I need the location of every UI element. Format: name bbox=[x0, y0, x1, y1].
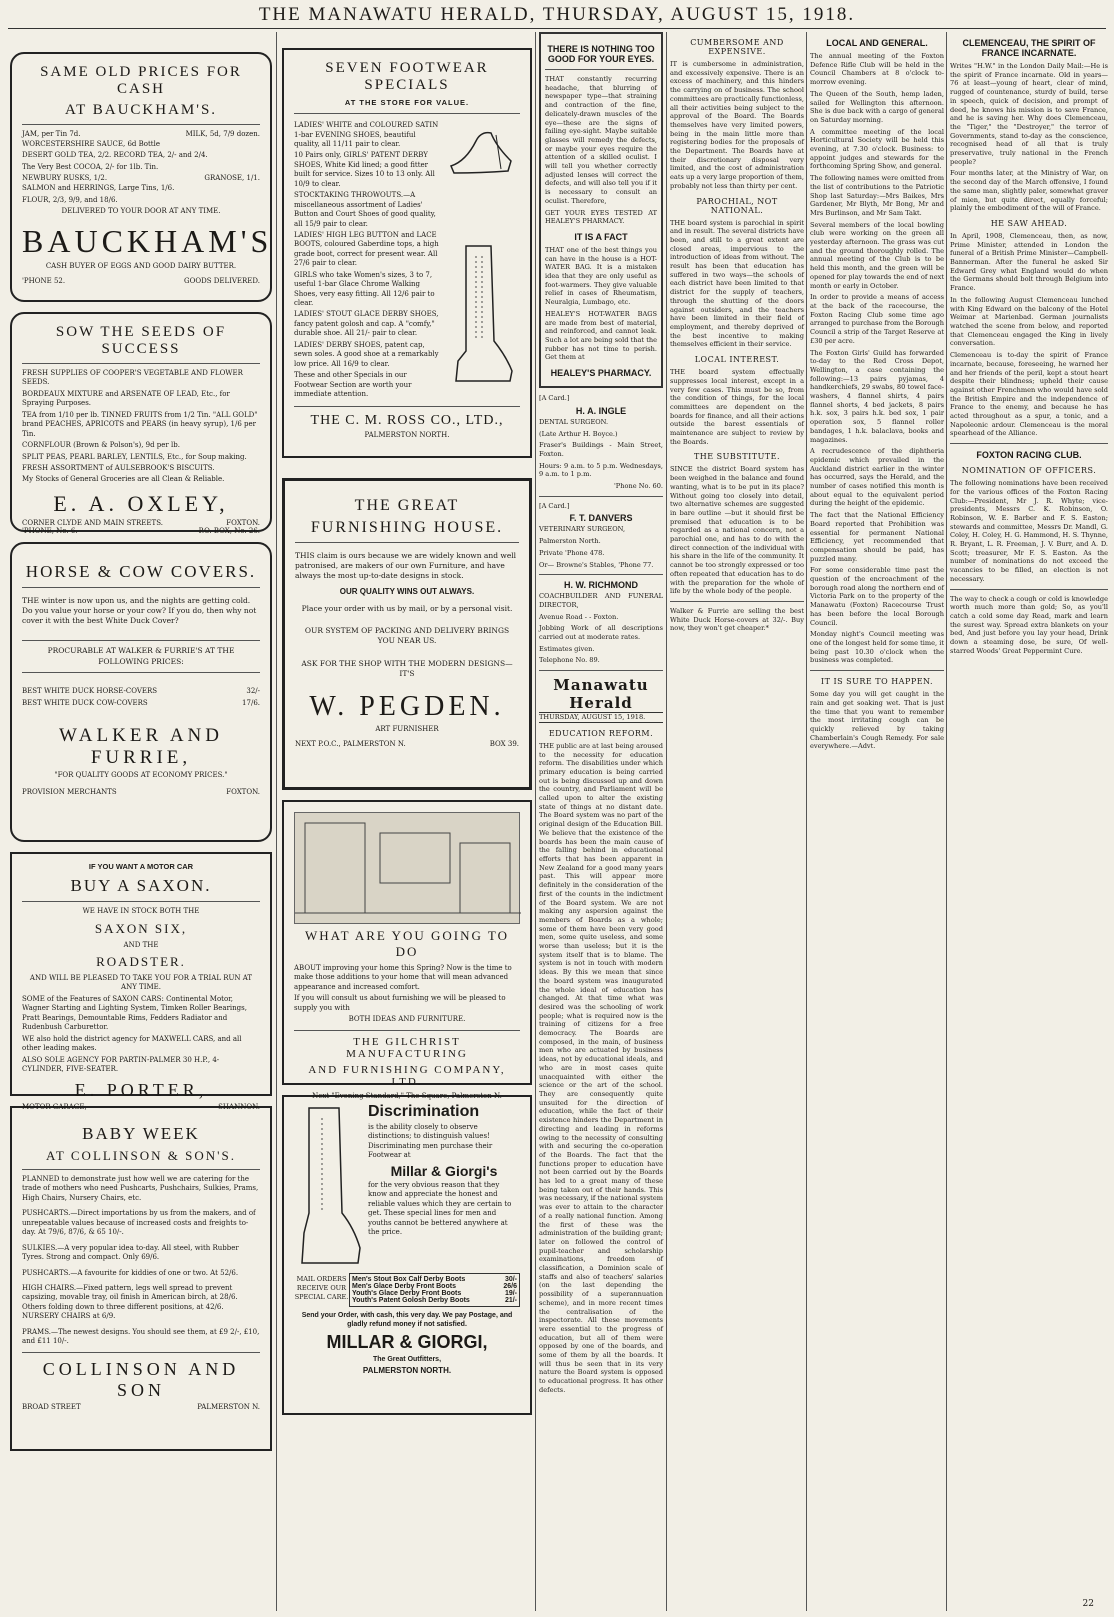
ross-item: STOCKTAKING THROWOUTS.—A miscellaneous assortment of Ladies' Button and Court Shoes of good quality, all 15/9 pair to clear. bbox=[294, 191, 436, 228]
pegden-title: THE GREAT bbox=[354, 497, 460, 514]
pegden-quality: OUR QUALITY WINS OUT ALWAYS. bbox=[339, 587, 475, 597]
clemenceau-para: Writes "H.W." in the London Daily Mail:—He is the spirit of France incarnate. Old in years—76 at least—young of heart, clear of mind, rugged of countenance, sturdy of build, terse in speech, quick of decision, and prompt of deed, he knows his mission is to save France, and he is saving her. Why does Clemenceau, the "Tiger," the "Destroyer," the terror of Governments, stand to-day as the conscience, recognised head of all that is truly preservative, truly national in the French people? bbox=[950, 62, 1108, 166]
local-para: In order to provide a means of access at the back of the racecourse, the Foxton Racing Club some time ago arranged to purchase from the Borough Council a strip of the Target Reserve at £30 per acre. bbox=[810, 293, 944, 345]
gilchrist-title: WHAT ARE YOU GOING TO DO bbox=[304, 928, 510, 959]
cold-verse: The way to check a cough or cold is knowledge worth much more than gold; So, as you'll catch a cold some day Read, mark and learn the surest way. Spread extra blankets on your bed, And just before you lay your head, Drink down a steaming dose, be sure, Of well-starred Woods' Great Peppermint Cure. bbox=[950, 594, 1108, 655]
gilchrist-name-2: AND FURNISHING COMPANY, LTD. bbox=[308, 1063, 506, 1088]
collinson-item: SULKIES.—A very popular idea to-day. All steel, with Rubber Tyres. Strong and compact. Only 69/6. bbox=[22, 1243, 239, 1262]
column-divider bbox=[806, 32, 807, 1611]
millar-top bbox=[294, 1103, 520, 1273]
walker-intro: THE winter is now upon us, and the nights are getting cold. Do you value your horse or your cow? If you do, then why not cover it with the best White Duck Cover? bbox=[22, 596, 257, 626]
page-number: 22 bbox=[1082, 1599, 1094, 1609]
divider bbox=[22, 1352, 260, 1353]
ross-item: LADIES' WHITE and COLOURED SATIN 1-bar EVENING SHOES, beautiful quality, all 11/11 pair to clear. bbox=[294, 121, 439, 148]
delivered-line: DELIVERED TO YOUR DOOR AT ANY TIME. bbox=[61, 207, 221, 216]
porter-agency: WE also hold the district agency for MAXWELL CARS, and all other leading makes. bbox=[22, 1034, 242, 1053]
divider bbox=[295, 542, 519, 543]
price-line: SALMON and HERRINGS, Large Tins, 1/6. bbox=[22, 184, 175, 193]
pegden-subtitle: FURNISHING HOUSE. bbox=[310, 519, 504, 536]
pegden-ad bbox=[282, 478, 532, 790]
divider bbox=[22, 1169, 260, 1170]
divider bbox=[950, 443, 1108, 444]
interior-illustration bbox=[294, 812, 520, 924]
ross-item: GIRLS who take Women's sizes, 3 to 7, useful 1-bar Glace Chrome Walking Shoes, very easy fitting. All 12/6 pair to clear. bbox=[294, 270, 435, 307]
pegden-p1: THIS claim is ours because we are widely known and well patronised, are makers of our own Furniture, and have always the most up-to-date designs in stock. bbox=[295, 551, 517, 581]
healey-ad bbox=[539, 32, 663, 388]
divider bbox=[539, 574, 663, 575]
happen-heading: IT IS SURE TO HAPPEN. bbox=[820, 677, 934, 687]
ross-item: 10 Pairs only, GIRLS' PATENT DERBY SHOES, White Kid lined; a good fitter built for service. Sizes 10 to 13 only. All 10/9 to clear. bbox=[294, 151, 435, 188]
oxley-line: CORNFLOUR (Brown & Polson's), 9d per lb. bbox=[22, 441, 180, 450]
oxley-line: FRESH SUPPLIES OF COOPER'S VEGETABLE AND FLOWER SEEDS. bbox=[22, 369, 243, 387]
collinson-subtitle: AT COLLINSON & SON'S. bbox=[45, 1148, 236, 1163]
millar-tag: The Great Outfitters, bbox=[372, 1355, 442, 1363]
price-line: NEWBURY RUSKS, 1/2. GRANOSE, 1/1. bbox=[22, 174, 260, 183]
ross-town: PALMERSTON NORTH. bbox=[364, 431, 450, 440]
bauckham-name: BAUCKHAM'S bbox=[22, 222, 273, 259]
walker-furrie-ad bbox=[10, 542, 272, 842]
buyer-line: CASH BUYER OF EGGS AND GOOD DAIRY BUTTER. bbox=[45, 261, 237, 270]
divider bbox=[950, 589, 1108, 590]
section-body: SINCE the district Board system has been weighed in the balance and found wanting, what is to be put in its place? Without going too closely into detail, two alternative schemes are suggested in bare outline —but it should first be premised that education is to be regarded as a national concern, not a parochial one, and has to do with the direct connection of the individual with his share in the life of the community. It cannot be too strongly expressed or too often repeated that education has to do with the preparation for the whole of life by the whole body of the people. bbox=[670, 465, 804, 596]
divider bbox=[22, 124, 260, 125]
collinson-item: HIGH CHAIRS.—Fixed pattern, legs well spread to prevent capsizing, movable tray, oil finish in American birch, at 28/6. Others folding down to three different positions, at 42/6. NURSERY CHAIRS at 6/9. bbox=[22, 1283, 238, 1321]
contact-line: 'PHONE 52. GOODS DELIVERED. bbox=[22, 277, 260, 286]
oxley-name: E. A. OXLEY, bbox=[53, 490, 229, 516]
racing-subheading: NOMINATION OF OFFICERS. bbox=[961, 466, 1097, 476]
local-para: For some considerable time past the question of the encroachment of the borough road along the northern end of Victoria Park on to the property of the Manawatu (Foxton) Racecourse Trust has been before the local Borough Council. bbox=[810, 566, 944, 627]
divider bbox=[294, 113, 520, 114]
clemenceau-para: In April, 1908, Clemenceau, then, as now, Prime Minister, attended in London the funeral of a British Prime Minister—Campbell-Bannerman. After the funeral he asked Sir Edward Grey what England would do when the Germans should bolt through Belgium into France. bbox=[950, 231, 1108, 293]
pegden-p4: ASK FOR THE SHOP WITH THE MODERN DESIGNS—IT'S bbox=[301, 658, 513, 678]
middle-ads-column bbox=[282, 32, 532, 1425]
collinson-intro: PLANNED to demonstrate just how well we are catering for the trade of mothers who need Pushcarts, Pushchairs, Sulkies, Prams, High Chairs, Nursery Chairs, etc. bbox=[22, 1175, 259, 1202]
left-ads-column bbox=[10, 32, 272, 1461]
herald-nameplate: Manawatu Herald bbox=[553, 676, 649, 713]
column-divider bbox=[666, 32, 667, 1611]
oxley-line: My Stocks of General Groceries are all Clean & Reliable. bbox=[22, 475, 225, 484]
divider bbox=[545, 69, 657, 70]
collinson-name: COLLINSON AND SON bbox=[42, 1358, 240, 1400]
pegden-name: W. PEGDEN. bbox=[309, 690, 505, 722]
walker-procurable: PROCURABLE AT WALKER & FURRIE'S AT THE FOLLOWING PRICES: bbox=[47, 646, 235, 666]
local-para: Some day you will get caught in the rain and get soaking wet. That is just the time that you want to remember the most irritating cough can be quickly relieved by taking Chamberlain's Cough Remedy. For sale everywhere.—Advt. bbox=[810, 690, 944, 751]
column-divider bbox=[276, 32, 277, 1611]
leader-heading: EDUCATION REFORM. bbox=[548, 728, 654, 738]
column-divider bbox=[535, 32, 536, 1611]
healey-p3: THAT one of the best things you can have in the house is a HOT-WATER BAG. It is a mistaken idea that they are only useful as foot-warmers. They give valuable relief in cases of Rheumatism, Neuralgia, Lumbago, etc. bbox=[545, 245, 657, 307]
walker-name: WALKER AND FURRIE, bbox=[58, 724, 224, 768]
garage-line: MOTOR GARAGE, SHANNON. bbox=[22, 1103, 260, 1112]
porter-palmer: ALSO SOLE AGENCY FOR PARTIN-PALMER 30 H.P., 4-CYLINDER, FIVE-SEATER. bbox=[22, 1055, 220, 1073]
ross-item: LADIES' DERBY SHOES, patent cap, sewn soles. A good shoe at a remarkably low price. All 16/9 to clear. bbox=[294, 340, 439, 368]
gilchrist-p1: ABOUT improving your home this Spring? Now is the time to make those additions to your home that will mean advanced appearance and increased comfort. bbox=[294, 964, 512, 991]
millar-text bbox=[364, 1103, 520, 1273]
section-heading: PAROCHIAL, NOT NATIONAL. bbox=[696, 196, 778, 215]
price-line: WORCESTERSHIRE SAUCE, 6d Bottle bbox=[22, 140, 160, 148]
divider bbox=[670, 601, 804, 602]
section-body: THE board system effectually suppresses local interest, except in a very few cases. This must be so, from the condition of things, for the local committees are dependent on the boards for finance, and all their actions outside the barest essentials of maintenance are subject to review by the Boards. bbox=[670, 368, 804, 446]
ross-body bbox=[294, 119, 520, 401]
ross-items bbox=[294, 119, 441, 401]
clemenceau-para: Clemenceau is to-day the spirit of France incarnate, because, foreseeing, he warned her and her friends of the peril, kept a stout heart despite their blindness; upheld their cause against other Frenchmen who would have sold the British Empire and the independence of France to the enemy, and because he has acted throughout as a spur, a tonic, and a Napoleonic ardour. Clemenceau is the moral spearhead of the Alliance. bbox=[950, 351, 1108, 438]
collinson-item: PRAMS.—The newest designs. You should see them, at £9 2/-, £10, and £11 10/-. bbox=[22, 1327, 260, 1346]
millar-town: PALMERSTON NORTH. bbox=[362, 1366, 452, 1376]
local-para: Several members of the local bowling club were working on the green all yesterday afternoon. The grass was cut and the ground thoroughly rolled. The annual meeting of the Club is to be held this month, and the green will be opened for play towards the end of next month or early in October. bbox=[810, 220, 944, 290]
address-line: BROAD STREET PALMERSTON N. bbox=[22, 1402, 260, 1411]
divider bbox=[539, 496, 663, 497]
divider bbox=[22, 363, 260, 364]
porter-name: E. PORTER, bbox=[74, 1080, 208, 1101]
clemenceau-subheading: HE SAW AHEAD. bbox=[990, 218, 1068, 228]
column-b bbox=[670, 32, 804, 636]
gilchrist-p3: BOTH IDEAS AND FURNITURE. bbox=[348, 1015, 466, 1024]
section-body: THE board system is parochial in spirit and in result. The several districts have been, and still to a great extent are closed areas, impervious to the introduction of ideas from without. The result has been that education has suffered in two ways—the schools of each district have been limited to that district for the supply of teachers, through the shutting of the doors against outsiders, and the teachers have been limited in their field of employment, and thereby deprived of the best incentive to making themselves efficient in their service. bbox=[670, 218, 804, 349]
price-line: Youth's Glace Derby Front Boots 19/- bbox=[352, 1290, 517, 1297]
oxley-line: TEA from 1/10 per lb. TINNED FRUITS from 1/2 Tin. "ALL GOLD" brand PEACHES, APRICOTS and PEARS (in heavy syrup), 1/6 per Tin. bbox=[22, 410, 258, 438]
card-danvers: [A Card.] F. T. DANVERS VETERINARY SURGEON, Palmerston North. Private 'Phone 478. Or— Browne's Stables, 'Phone 77. bbox=[539, 501, 654, 569]
ross-ad bbox=[282, 48, 532, 458]
local-para: Monday night's Council meeting was one of the longest held for some time, it being past 10.30 o'clock when the business was completed. bbox=[810, 630, 944, 665]
ross-illustrations bbox=[441, 119, 520, 401]
leader-body: THE public are at last being aroused to the necessity for education reform. The disabilities under which primary education is being carried out is being discussed up and down the country, and Parliament will be called upon to alter the existing state of things at no distant date. The Board system was no part of the original design of the Education Bill. We believe that the existence of the boards has been the main cause of the falling behind in educational efforts that has been apparent in New Zealand for a good many years past. This will appear more definitely in the consideration of the first of the counts in the indictment of the Board system. We are not making any aspersion against the members of Boards as a whole; some of them have been very good men, some quite useless, and some worse than useless; but it is the system itself that is to blame. The system is not in touch with modern ideas. By this we mean that since the board system was inaugurated the whole ideal of education has changed. At that time what was desired was the schooling of work people; what is required now is the training of citizens for a free democracy. The Boards are composed, in the main, of business men who are actuated by business ideas, not by educational ideals, and who are in most cases quite unacquainted with either the science or the art of the school. They are consequently quite unsuited for the direction of education, while the fact of their existence hinders the Department in directing and leading in reforms owing to the necessity of consulting with and securing the co-operation of the Boards. The fact that the functions proper to education have not been carried out by the Boards has led to a great many of these being taken out of their hands. This was necessary, if the national system was ever to attain to the character of a really national function. Among the first of these was the administration of the building grant; later on followed the control of pupil-teacher and scholarship examinations, freedom of classification, a Dominion scale of staffs and also of teachers' salaries (on the last depending the possibility of a superannuation scheme), and in more recent times the centralisation of the inspectorate. All these movements were essential to the progress of education, but all of them were opposed by one of the boards, and some of them by all the boards. It will thus be seen that in its very nature the Board system is opposed to educational progress. It has other defects. bbox=[539, 741, 663, 1394]
millar-brand: Millar & Giorgi's bbox=[390, 1162, 498, 1179]
ross-title: SEVEN FOOTWEAR SPECIALS bbox=[325, 60, 489, 93]
healey-title: THERE IS NOTHING TOO GOOD FOR YOUR EYES. bbox=[547, 44, 655, 64]
gilchrist-p2: If you will consult us about furnishing we will be pleased to supply you with bbox=[294, 994, 506, 1012]
millar-price-box bbox=[349, 1273, 520, 1307]
oxley-line: FRESH ASSORTMENT of AULSEBROOK'S BISCUITS. bbox=[22, 463, 215, 472]
price-line: DESERT GOLD TEA, 2/2. RECORD TEA, 2/- and 2/4. bbox=[22, 151, 208, 160]
herald-date: THURSDAY, AUGUST 15, 1918. bbox=[539, 712, 663, 723]
clemenceau-para: Four months later, at the Ministry of War, on the second day of the March offensive, I found the same man, slightly paler, somewhat graver of mien, but quite direct, equally forceful; plainly the embodiment of the will of France. bbox=[950, 169, 1108, 213]
bauckham-subtitle: AT BAUCKHAM'S. bbox=[64, 102, 218, 118]
bauckham-ad bbox=[10, 52, 272, 302]
porter-stock: WE HAVE IN STOCK BOTH THE bbox=[82, 907, 200, 916]
millar-giorgi-ad bbox=[282, 1095, 532, 1415]
walker-note: Walker & Furrie are selling the best White Duck Horse-covers at 32/-. Buy now, they won't get cheaper.* bbox=[670, 606, 804, 633]
divider bbox=[294, 406, 520, 407]
oxley-line: BORDEAUX MIXTURE and ARSENATE OF LEAD, Etc., for Spraying Purposes. bbox=[22, 389, 230, 408]
local-heading: LOCAL AND GENERAL. bbox=[826, 38, 928, 48]
divider bbox=[22, 640, 260, 641]
walker-title: HORSE & COW COVERS. bbox=[25, 562, 257, 581]
price-line: Men's Stout Box Calf Derby Boots 30/- bbox=[352, 1276, 517, 1283]
gilchrist-name: THE GILCHRIST MANUFACTURING bbox=[346, 1035, 468, 1060]
section-heading: THE SUBSTITUTE. bbox=[693, 452, 781, 462]
millar-reason: for the very obvious reason that they know and appreciate the honest and reliable values which they are certain to get. These special lines for men and youths cannot be bettered anywhere at the price. bbox=[368, 1180, 512, 1236]
local-para: The annual meeting of the Foxton Defence Rifle Club will be held in the Council Chambers at 8 o'clock to-morrow evening. bbox=[810, 52, 944, 87]
divider bbox=[539, 670, 663, 671]
porter-six: SAXON SIX, bbox=[94, 920, 188, 936]
price-line: BEST WHITE DUCK COW-COVERS 17/6. bbox=[22, 698, 260, 707]
column-c bbox=[810, 32, 944, 754]
healey-p1: THAT constantly recurring headache, that blurring of newspaper type—that straining and contraction of the fine, delicately-drawn muscles of the eye—these are the signs of failing eye-sight. Maybe suitable glasses will remedy the defects, or maybe your eyes require the attention of a skilled oculist. I will tell you whether correctly adjusted lenses will correct the defects, and will also tell you if it is necessary to consult an oculist. Therefore, bbox=[545, 75, 657, 205]
local-para: A committee meeting of the local Horticultural Society will be held this evening, at 7.30 o'clock. Business: to appoint judges and stewards for the forthcoming Spring Show, and general. bbox=[810, 127, 944, 171]
price-line: Youth's Patent Golosh Derby Boots 21/- bbox=[352, 1297, 517, 1304]
millar-name: MILLAR & GIORGI, bbox=[326, 1331, 488, 1352]
oxley-title: SOW THE SEEDS OF SUCCESS bbox=[55, 324, 227, 357]
clemenceau-heading: CLEMENCEAU, THE SPIRIT OF FRANCE INCARNATE. bbox=[962, 38, 1096, 58]
address-line: CORNER CLYDE AND MAIN STREETS. FOXTON. bbox=[22, 518, 260, 527]
divider bbox=[810, 670, 944, 671]
ross-item: These and other Specials in our Footwear Section are worth your immediate attention. bbox=[294, 371, 412, 398]
porter-roadster: ROADSTER. bbox=[96, 954, 186, 969]
millar-send: Send your Order, with cash, this very day. We pay Postage, and gladly refund money if not satisfied. bbox=[301, 1312, 513, 1329]
racing-para: The following nominations have been received for the various offices of the Foxton Racing Club:—President, Mr J. R. Whyte; vice-presidents, Messrs C. K. Robinson, O. Robinson, W. E. Barber and F. S. Easton; stewards and committee, Messrs Dr. Mandl, G. Coley, H. Coley, H. G. Hammond, H. S. Thynne, R. Bryant, L. R. Freeman, J. V. Burr, and A. D. Scott; treasurer, Mr F. S. Easton. As the number of nominations do not exceed the vacancies to be filled, an election is not necessary. bbox=[950, 479, 1108, 583]
oxley-ad bbox=[10, 312, 272, 535]
healey-name: HEALEY'S PHARMACY. bbox=[550, 368, 652, 379]
divider bbox=[22, 901, 260, 902]
local-para: The following names were omitted from the list of contributions to the Patriotic Shop last Saturday:—Mrs Baikes, Mrs Gardener, Mr Blyth, Mr Bong, Mr and Mrs Burlinson, and Mr Sam Takt. bbox=[810, 174, 944, 217]
porter-title: BUY A SAXON. bbox=[70, 876, 212, 896]
millar-lines bbox=[294, 1273, 520, 1307]
pegden-p3: OUR SYSTEM OF PACKING AND DELIVERY BRINGS YOU NEAR US. bbox=[304, 626, 510, 646]
price-line: FLOUR, 2/3, 9/9, and 18/6. bbox=[22, 195, 118, 204]
ross-item: LADIES' STOUT GLACE DERBY SHOES, fancy patent golosh and cap. A "comfy," durable shoe. All 21/- pair to clear. bbox=[294, 310, 439, 338]
ross-sub: AT THE STORE FOR VALUE. bbox=[344, 98, 470, 107]
contact-line: 'PHONE, No. 6. P.O. BOX, No. 26. bbox=[22, 526, 260, 535]
millar-intro: is the ability closely to observe distinctions; to distinguish values! Discriminating men purchase their Footwear at bbox=[368, 1123, 493, 1160]
room-interior-icon bbox=[295, 813, 521, 921]
local-para: A recrudescence of the diphtheria epidemic which prevailed in the Auckland district earlier in the winter has occurred, says the Herald, and the number of cases notified this month is about equal to the equivalent period during the height of the epidemic. bbox=[810, 447, 944, 508]
ross-item: LADIES' HIGH LEG BUTTON and LACE BOOTS, coloured Gaberdine tops, a high grade boot, correct for present wear. All 27/6 pair to clear. bbox=[294, 230, 439, 268]
trade-line: PROVISION MERCHANTS FOXTON. bbox=[22, 788, 260, 797]
local-para: The fact that the National Efficiency Board reported that Prohibition was essential for permanent National Efficiency, yet recommended that compensation should be paid, has puzzled many. bbox=[810, 511, 944, 563]
shoe-illustration-icon bbox=[446, 121, 516, 181]
pegden-p2: Place your order with us by mail, or by a personal visit. bbox=[301, 604, 513, 614]
porter-features: SOME of the Features of SAXON CARS: Continental Motor, Wagner Starting and Lighting System, Timken Roller Bearings, Pratt Bearings, Demountable Rims, Fedders Radiator and Rudenbush Carburettor. bbox=[22, 994, 247, 1032]
address-line: NEXT P.O.C., PALMERSTON N. BOX 39. bbox=[295, 740, 519, 749]
collinson-item: PUSHCARTS.—Direct importations by us from the makers, and of unrepeatable values because of increased costs and freights to-day. At 79/6, 87/6, & 65 10/-. bbox=[22, 1209, 256, 1237]
boot-illustration-icon bbox=[294, 1103, 364, 1273]
porter-pre: IF YOU WANT A MOTOR CAR bbox=[88, 862, 194, 871]
millar-title: Discrimination bbox=[368, 1103, 480, 1120]
local-para: The Queen of the South, hemp laden, sailed for Wellington this afternoon. She is due back with a cargo of general on Saturday morning. bbox=[810, 89, 944, 124]
column-d bbox=[950, 32, 1108, 658]
porter-and: AND THE bbox=[123, 940, 159, 949]
divider bbox=[294, 1030, 520, 1031]
divider bbox=[22, 587, 260, 588]
column-a bbox=[539, 32, 663, 1398]
column-divider bbox=[946, 32, 947, 1611]
card-ingle: [A Card.] H. A. INGLE DENTAL SURGEON. (Late Arthur H. Boyce.) Fraser's Buildings - Main Street, Foxton. Hours: 9 a.m. to 5 p.m. Wednesdays, 9 a.m. to 1 p.m. 'Phone No. 60. bbox=[539, 394, 663, 491]
card-richmond: H. W. RICHMOND COACHBUILDER AND FUNERAL DIRECTOR, Avenue Road - - Foxton. Jobbing Work of all descriptions carried out at moderate rates. Estimates given. Telephone No. 89. bbox=[539, 580, 663, 665]
section-heading: CUMBERSOME AND EXPENSIVE. bbox=[690, 38, 784, 56]
local-para: The Foxton Girls' Guild has forwarded to-day to the Red Cross Depot, Wellington, a case containing the following:—13 pairs pyjamas, 4 handkerchiefs, 29 swabs, 80 towel face-washers, 4 flannel shirts, 4 pairs flannel shorts, 4 bed jackets, 8 pairs h.k. sox, 3 pairs h.k. bed sox, 1 pair operation sox, 5 flannel roller bandages, 1 h.k. balaclava, books and magazines. bbox=[810, 348, 944, 444]
price-line: BEST WHITE DUCK HORSE-COVERS 32/- bbox=[22, 686, 260, 695]
divider bbox=[22, 672, 260, 673]
gilchrist-address: Next "Evening Standard," The Square, Palmerston N. bbox=[312, 1091, 502, 1100]
oxley-line: SPLIT PEAS, PEARL BARLEY, LENTILS, Etc., for Soup making. bbox=[22, 452, 247, 461]
porter-ad bbox=[10, 852, 272, 1112]
pegden-trade: ART FURNISHER bbox=[375, 724, 439, 733]
boot-illustration-icon bbox=[446, 241, 516, 391]
collinson-item: PUSHCARTS.—A favourite for kiddies of one or two. At 52/6. bbox=[22, 1268, 239, 1277]
healey-fact: IT IS A FACT bbox=[574, 231, 628, 242]
masthead: THE MANAWATU HERALD, THURSDAY, AUGUST 15, 1918. bbox=[258, 4, 856, 25]
price-line: Men's Glace Derby Front Boots 26/6 bbox=[352, 1283, 517, 1290]
racing-heading: FOXTON RACING CLUB. bbox=[976, 450, 1082, 461]
masthead-rule bbox=[8, 28, 1106, 29]
healey-p4: HEALEY'S HOT-WATER BAGS are made from best of material, and reinforced, and cannot leak. Such a lot are being sold that the rubber has not time to perish. Get them at bbox=[545, 309, 657, 362]
gilchrist-ad bbox=[282, 800, 532, 1100]
clemenceau-para: In the following August Clemenceau lunched with King Edward on the balcony of the Hotel Weimar at Marienbad. German journalists watched the scene from below, and reported that Clemenceau engaged the King in lively conversation. bbox=[950, 295, 1108, 348]
bauckham-title: SAME OLD PRICES FOR CASH bbox=[40, 64, 242, 97]
porter-trial: AND WILL BE PLEASED TO TAKE YOU FOR A TRIAL RUN AT ANY TIME. bbox=[29, 974, 253, 992]
ross-name: THE C. M. ROSS CO., LTD., bbox=[310, 413, 504, 429]
walker-slogan: "FOR QUALITY GOODS AT ECONOMY PRICES." bbox=[54, 770, 228, 779]
section-heading: LOCAL INTEREST. bbox=[694, 355, 780, 365]
collinson-title: BABY WEEK bbox=[82, 1124, 200, 1143]
price-line: The Very Best COCOA, 2/- for 1lb. Tin. bbox=[22, 162, 159, 171]
price-line: JAM, per Tin 7d. MILK, 5d, 7/9 dozen. bbox=[22, 130, 260, 138]
millar-mail: MAIL ORDERS RECEIVE OUR SPECIAL CARE. bbox=[294, 1275, 349, 1301]
collinson-ad bbox=[10, 1106, 272, 1451]
healey-p2: GET YOUR EYES TESTED AT HEALEY'S PHARMACY. bbox=[545, 208, 657, 226]
section-body: IT is cumbersome in administration, and excessively expensive. There is an excess of machinery, and this hinders the carrying on of business. The school committees are practically functionless, all their activities being subject to the approval of the Board. The Boards themselves have very limited powers, being in the main little more than registering bodies for the proposals of the Department. The Boards have at their discretionary disposal very limited, and the cost of administration eats up a very large proportion of them, probably not less than thirty per cent. bbox=[670, 60, 804, 190]
